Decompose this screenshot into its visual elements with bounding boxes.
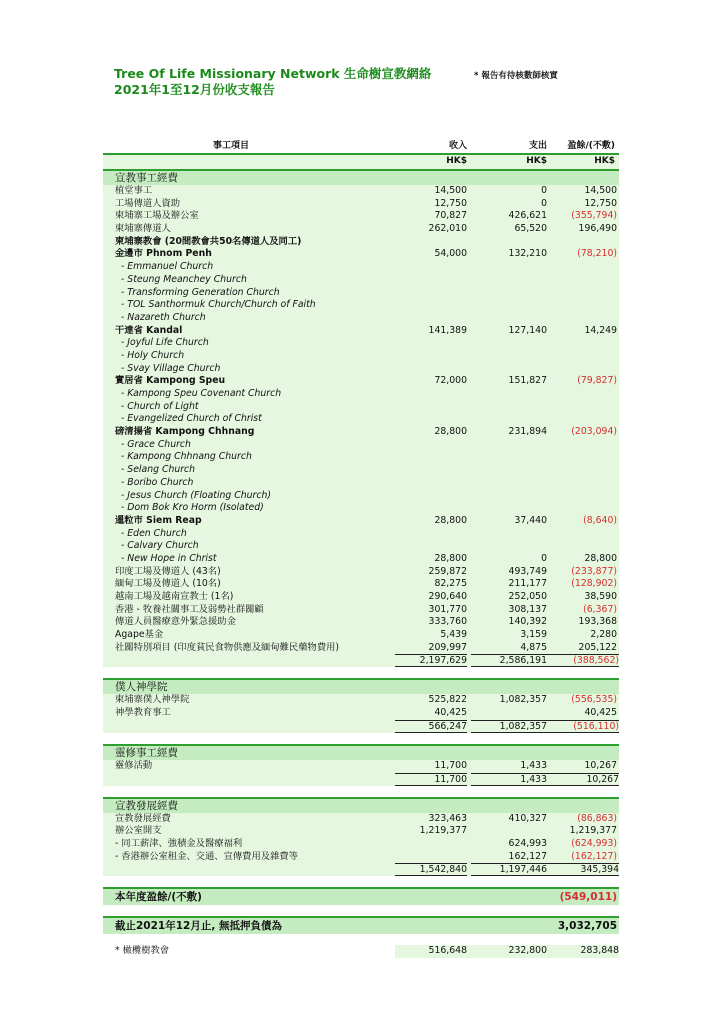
row-income: 54,000 bbox=[434, 248, 467, 260]
total-expense: 1,433 bbox=[471, 773, 547, 786]
table-row bbox=[103, 375, 619, 388]
row-balance: 10,267 bbox=[584, 759, 617, 771]
row-balance: 12,750 bbox=[584, 197, 617, 209]
table-row bbox=[103, 825, 619, 838]
table-row bbox=[103, 439, 619, 452]
table-row bbox=[103, 337, 619, 350]
unit-expense: HK$ bbox=[526, 156, 547, 166]
table-row bbox=[103, 616, 619, 629]
row-label: - Svay Village Church bbox=[121, 362, 221, 374]
row-label: - 同工薪津、強積金及醫療福利 bbox=[115, 837, 243, 849]
section-title: 宣教事工經費 bbox=[115, 172, 178, 184]
row-balance: (8,640) bbox=[583, 514, 617, 526]
table-row bbox=[103, 490, 619, 503]
table-row bbox=[103, 325, 619, 338]
section-retreat bbox=[103, 744, 619, 786]
table-row bbox=[103, 591, 619, 604]
row-label: - Church of Light bbox=[121, 400, 199, 412]
report-title bbox=[114, 66, 431, 98]
row-expense: 151,827 bbox=[508, 375, 547, 387]
total-expense: 1,082,357 bbox=[471, 720, 547, 733]
table-row bbox=[103, 515, 619, 528]
total-income: 1,542,840 bbox=[395, 863, 467, 876]
row-income: 28,800 bbox=[434, 552, 467, 564]
row-label: - Selang Church bbox=[121, 464, 196, 476]
annual-balance-row bbox=[103, 887, 619, 905]
unit-row bbox=[103, 155, 619, 169]
table-row bbox=[103, 464, 619, 477]
unrestricted-row bbox=[103, 916, 619, 934]
row-income: 323,463 bbox=[428, 812, 467, 824]
row-label: 越南工場及越南宣教士 (1名) bbox=[115, 591, 234, 602]
total-balance: (388,562) bbox=[547, 654, 619, 667]
row-expense: 0 bbox=[541, 185, 547, 196]
section-title: 僕人神學院 bbox=[115, 681, 168, 694]
row-income: 525,822 bbox=[428, 694, 467, 706]
row-income: 301,770 bbox=[428, 603, 467, 615]
table-row bbox=[103, 760, 619, 773]
row-label: - New Hope in Christ bbox=[121, 552, 217, 564]
table-row bbox=[103, 838, 619, 851]
footnote-balance: 283,848 bbox=[547, 945, 619, 958]
table-row bbox=[103, 851, 619, 864]
row-balance: (355,794) bbox=[571, 210, 617, 222]
table-row bbox=[103, 540, 619, 553]
table-row bbox=[103, 694, 619, 707]
row-expense: 426,621 bbox=[508, 210, 547, 222]
total-expense: 2,586,191 bbox=[471, 654, 547, 667]
total-expense: 1,197,446 bbox=[471, 863, 547, 876]
row-label: 實居省 Kampong Speu bbox=[115, 375, 226, 387]
row-label: - Emmanuel Church bbox=[121, 261, 214, 273]
row-balance: 14,249 bbox=[584, 324, 617, 336]
table-row bbox=[103, 528, 619, 541]
table-row bbox=[103, 401, 619, 414]
row-label: - Jesus Church (Floating Church) bbox=[121, 489, 272, 501]
row-label: 植堂事工 bbox=[115, 185, 153, 196]
row-label: 宣教發展經費 bbox=[115, 812, 171, 824]
table-row bbox=[103, 578, 619, 591]
report-table bbox=[103, 140, 619, 958]
column-item: 事工項目 bbox=[213, 141, 250, 151]
row-income: 82,275 bbox=[434, 578, 467, 590]
row-label: - Kampong Chhnang Church bbox=[121, 451, 252, 463]
row-expense: 308,137 bbox=[508, 603, 547, 615]
table-row bbox=[103, 707, 619, 720]
row-expense: 1,433 bbox=[520, 759, 547, 771]
section-development bbox=[103, 797, 619, 877]
row-label: 干達省 Kandal bbox=[115, 324, 183, 336]
section-total-row bbox=[103, 654, 619, 667]
row-balance: 14,500 bbox=[584, 185, 617, 196]
total-balance: 345,394 bbox=[547, 863, 619, 876]
table-row bbox=[103, 629, 619, 642]
unit-income: HK$ bbox=[446, 156, 467, 166]
row-expense: 132,210 bbox=[508, 248, 547, 260]
report-title-line1: Tree Of Life Missionary Network 生命樹宣教網絡 bbox=[114, 66, 432, 81]
row-expense: 4,875 bbox=[520, 641, 547, 653]
row-label: - Calvary Church bbox=[121, 540, 199, 552]
row-income: 14,500 bbox=[434, 185, 467, 196]
table-row bbox=[103, 210, 619, 223]
column-header-row bbox=[103, 140, 619, 153]
row-label: 神學教育事工 bbox=[115, 707, 171, 719]
section-title: 宣教發展經費 bbox=[115, 799, 178, 812]
row-expense: 211,177 bbox=[508, 578, 547, 590]
total-income: 2,197,629 bbox=[395, 654, 467, 667]
table-row bbox=[103, 198, 619, 211]
row-label: - Grace Church bbox=[121, 438, 191, 450]
row-label: 印度工場及傳道人 (43名) bbox=[115, 565, 221, 577]
row-income: 333,760 bbox=[428, 616, 467, 628]
section-total-row bbox=[103, 773, 619, 786]
section-title: 靈修事工經費 bbox=[115, 746, 178, 759]
row-label: 柬埔寨工場及辦公室 bbox=[115, 210, 199, 222]
row-expense: 231,894 bbox=[508, 426, 547, 438]
table-row bbox=[103, 451, 619, 464]
row-expense: 0 bbox=[541, 552, 547, 564]
table-row bbox=[103, 566, 619, 579]
row-balance: (556,535) bbox=[571, 694, 617, 706]
table-row bbox=[103, 287, 619, 300]
section-total-row bbox=[103, 863, 619, 876]
row-income: 259,872 bbox=[428, 565, 467, 577]
row-expense: 37,440 bbox=[514, 514, 547, 526]
row-label: - Holy Church bbox=[121, 349, 185, 361]
row-label: 傳道人員醫療意外緊急援助金 bbox=[115, 616, 236, 628]
row-balance: (162,127) bbox=[571, 850, 617, 862]
row-balance: (79,827) bbox=[577, 375, 617, 387]
column-balance: 盈餘/(不敷) bbox=[567, 141, 615, 151]
row-expense: 140,392 bbox=[508, 616, 547, 628]
row-label: - 香港辦公室租金、交通、宣傳費用及雜費等 bbox=[115, 850, 298, 862]
row-expense: 0 bbox=[541, 197, 547, 209]
row-expense: 3,159 bbox=[520, 629, 547, 641]
footnote-income: 516,648 bbox=[395, 945, 467, 958]
row-income: 5,439 bbox=[440, 629, 467, 641]
row-income: 40,425 bbox=[434, 707, 467, 719]
row-balance: 205,122 bbox=[578, 641, 617, 653]
row-income: 28,800 bbox=[434, 426, 467, 438]
table-row bbox=[103, 236, 619, 249]
table-row bbox=[103, 388, 619, 401]
row-income: 262,010 bbox=[428, 223, 467, 235]
row-income: 290,640 bbox=[428, 591, 467, 602]
row-label: 柬埔寨僕人神學院 bbox=[115, 694, 190, 706]
table-row bbox=[103, 363, 619, 376]
row-balance: 28,800 bbox=[584, 552, 617, 564]
row-balance: (6,367) bbox=[583, 603, 617, 615]
table-row bbox=[103, 426, 619, 439]
row-expense: 65,520 bbox=[514, 223, 547, 235]
row-label: - Nazareth Church bbox=[121, 311, 206, 323]
total-balance: (516,110) bbox=[547, 720, 619, 733]
row-label: 暹粒市 Siem Reap bbox=[115, 514, 202, 526]
table-row bbox=[103, 477, 619, 490]
row-balance: (233,877) bbox=[571, 565, 617, 577]
row-balance: (86,863) bbox=[577, 812, 617, 824]
row-label: - Dom Bok Kro Horm (Isolated) bbox=[121, 502, 264, 514]
row-balance: (624,993) bbox=[571, 837, 617, 849]
footnote-label: * 橄欖樹教會 bbox=[115, 945, 170, 957]
row-income: 209,997 bbox=[428, 641, 467, 653]
row-label: - Transforming Generation Church bbox=[121, 286, 280, 298]
footnote-row bbox=[103, 945, 619, 958]
table-row bbox=[103, 248, 619, 261]
row-expense: 493,749 bbox=[508, 565, 547, 577]
section-mission bbox=[103, 169, 619, 667]
row-label: - Evangelized Church of Christ bbox=[121, 413, 262, 425]
row-label: - Joyful Life Church bbox=[121, 337, 209, 349]
row-label: 香港 - 牧養社關事工及弱勢社群關顧 bbox=[115, 603, 264, 615]
table-row bbox=[103, 813, 619, 826]
total-income: 566,247 bbox=[395, 720, 467, 733]
table-row bbox=[103, 223, 619, 236]
row-balance: (128,902) bbox=[571, 578, 617, 590]
row-income: 1,219,377 bbox=[419, 825, 467, 837]
table-row bbox=[103, 299, 619, 312]
row-balance: 2,280 bbox=[590, 629, 617, 641]
row-balance: (203,094) bbox=[571, 426, 617, 438]
row-label: 金邊市 Phnom Penh bbox=[115, 248, 212, 260]
unrestricted-label: 截止2021年12月止, 無抵押負債為 bbox=[115, 920, 282, 933]
section-seminary bbox=[103, 678, 619, 732]
row-label: 磅清揚省 Kampong Chhnang bbox=[115, 426, 255, 438]
column-income: 收入 bbox=[448, 141, 467, 151]
row-balance: 193,368 bbox=[578, 616, 617, 628]
table-row bbox=[103, 413, 619, 426]
report-title-line2: 2021年1至12月份收支報告 bbox=[114, 82, 275, 97]
section-title-row bbox=[103, 169, 619, 185]
annual-balance-value: (549,011) bbox=[559, 891, 617, 904]
total-balance: 10,267 bbox=[547, 773, 619, 786]
row-label: 柬埔寨傳道人 bbox=[115, 223, 171, 235]
row-label: 辦公室開支 bbox=[115, 825, 162, 837]
row-expense: 624,993 bbox=[508, 837, 547, 849]
row-income: 11,700 bbox=[434, 759, 467, 771]
row-expense: 252,050 bbox=[508, 591, 547, 602]
row-label: - Eden Church bbox=[121, 527, 187, 539]
total-income: 11,700 bbox=[395, 773, 467, 786]
unit-balance: HK$ bbox=[594, 156, 615, 166]
footnote-expense: 232,800 bbox=[467, 945, 547, 958]
row-expense: 410,327 bbox=[508, 812, 547, 824]
section-total-row bbox=[103, 720, 619, 733]
row-label: Agape基金 bbox=[115, 629, 164, 641]
row-expense: 162,127 bbox=[508, 850, 547, 862]
table-row bbox=[103, 185, 619, 198]
table-row bbox=[103, 312, 619, 325]
table-row bbox=[103, 604, 619, 617]
row-balance: 38,590 bbox=[584, 591, 617, 602]
row-expense: 127,140 bbox=[508, 324, 547, 336]
row-income: 12,750 bbox=[434, 197, 467, 209]
row-label: 緬甸工場及傳道人 (10名) bbox=[115, 578, 221, 590]
row-balance: (78,210) bbox=[577, 248, 617, 260]
row-label: - Boribo Church bbox=[121, 476, 194, 488]
row-balance: 1,219,377 bbox=[569, 825, 617, 837]
row-income: 70,827 bbox=[434, 210, 467, 222]
table-row bbox=[103, 261, 619, 274]
section-title-row bbox=[103, 797, 619, 813]
row-income: 28,800 bbox=[434, 514, 467, 526]
row-expense: 1,082,357 bbox=[499, 694, 547, 706]
table-row bbox=[103, 642, 619, 655]
section-title-row bbox=[103, 744, 619, 760]
column-expense: 支出 bbox=[528, 141, 547, 151]
section-title-row bbox=[103, 678, 619, 694]
row-label: 社關特別項目 (印度貧民食物供應及緬甸難民藥物費用) bbox=[115, 641, 340, 653]
row-income: 72,000 bbox=[434, 375, 467, 387]
row-label: - TOL Santhormuk Church/Church of Faith bbox=[121, 299, 316, 311]
table-row bbox=[103, 274, 619, 287]
row-income: 141,389 bbox=[428, 324, 467, 336]
unrestricted-value: 3,032,705 bbox=[557, 920, 617, 933]
row-label: 靈修活動 bbox=[115, 759, 153, 771]
row-balance: 196,490 bbox=[578, 223, 617, 235]
row-label: 柬埔寨教會 (20間教會共50名傳道人及同工) bbox=[115, 235, 302, 247]
row-label: - Steung Meanchey Church bbox=[121, 273, 247, 285]
annual-balance-label: 本年度盈餘/(不敷) bbox=[115, 891, 202, 904]
row-balance: 40,425 bbox=[584, 707, 617, 719]
table-row bbox=[103, 502, 619, 515]
audit-note: * 報告有待核數師核實 bbox=[474, 71, 558, 81]
table-row bbox=[103, 350, 619, 363]
row-label: - Kampong Speu Covenant Church bbox=[121, 388, 282, 399]
row-label: 工場傳道人資助 bbox=[115, 197, 181, 209]
table-row bbox=[103, 553, 619, 566]
